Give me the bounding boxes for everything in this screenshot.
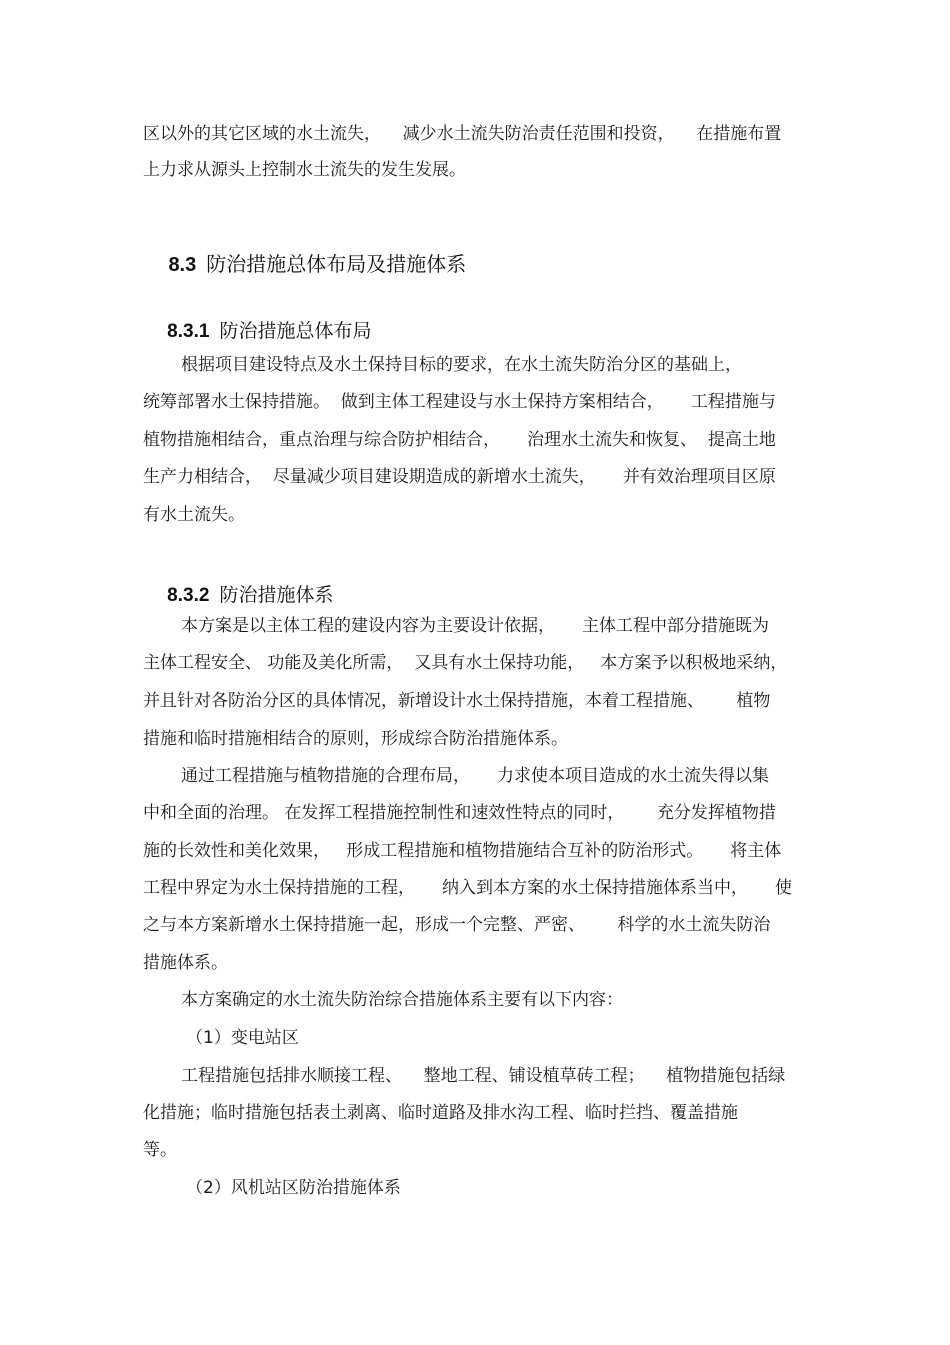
body-text-line: 之与本方案新增水土保持措施一起，形成一个完整、严密、 科学的水土流失防治 xyxy=(143,915,771,935)
body-text-line: 中和全面的治理。 在发挥工程措施控制性和速效性特点的同时， 充分发挥植物措 xyxy=(143,803,776,823)
body-text-line: 措施体系。 xyxy=(143,953,228,973)
list-item-title: （2）风机站区防治措施体系 xyxy=(186,1178,401,1198)
body-text-line: 工程中界定为水土保持措施的工程， 纳入到本方案的水土保持措施体系当中， 使 xyxy=(143,878,793,898)
body-text-line: 施的长效性和美化效果， 形成工程措施和植物措施结合互补的防治形式。 将主体 xyxy=(143,841,782,861)
section-heading-8-3 xyxy=(143,228,466,301)
body-text-line: 植物措施相结合，重点治理与综合防护相结合， 治理水土流失和恢复、 提高土地 xyxy=(143,430,776,450)
subsection-title: 防治措施体系 xyxy=(219,584,334,606)
body-text-line: 生产力相结合， 尽量减少项目建设期造成的新增水土流失， 并有效治理项目区原 xyxy=(143,467,776,487)
body-text-line: 根据项目建设特点及水土保持目标的要求，在水土流失防治分区的基础上， xyxy=(181,355,742,375)
section-title: 防治措施总体布局及措施体系 xyxy=(206,252,467,276)
body-text-line: 本方案是以主体工程的建设内容为主要设计依据， 主体工程中部分措施既为 xyxy=(181,616,770,636)
body-text-line: 本方案确定的水土流失防治综合措施体系主要有以下内容： xyxy=(181,990,623,1010)
subsection-number: 8.3.1 xyxy=(167,321,210,342)
body-text-line: 统筹部署水土保持措施。 做到主体工程建设与水土保持方案相结合， 工程措施与 xyxy=(143,392,776,412)
list-item-title: （1）变电站区 xyxy=(186,1028,299,1048)
body-text-line: 有水土流失。 xyxy=(143,505,245,525)
body-text-line: 等。 xyxy=(143,1140,177,1160)
body-text-line: 上力求从源头上控制水土流失的发生发展。 xyxy=(143,160,466,180)
body-text-line: 区以外的其它区域的水土流失， 减少水土流失防治责任范围和投资， 在措施布置 xyxy=(143,124,782,144)
body-text-line: 化措施；临时措施包括表土剥离、临时道路及排水沟工程、临时拦挡、覆盖措施 xyxy=(143,1103,738,1123)
body-text-line: 工程措施包括排水顺接工程、 整地工程、铺设植草砖工程； 植物措施包括绿 xyxy=(181,1066,786,1086)
body-text-line: 措施和临时措施相结合的原则，形成综合防治措施体系。 xyxy=(143,729,568,749)
subsection-number: 8.3.2 xyxy=(167,585,210,606)
section-number: 8.3 xyxy=(168,254,197,276)
body-text-line: 主体工程安全、 功能及美化所需， 又具有水土保持功能， 本方案予以积极地采纳， xyxy=(143,653,788,673)
body-text-line: 通过工程措施与植物措施的合理布局， 力求使本项目造成的水土流失得以集 xyxy=(181,766,770,786)
subsection-title: 防治措施总体布局 xyxy=(219,320,372,342)
body-text-line: 并且针对各防治分区的具体情况，新增设计水土保持措施，本着工程措施、 植物 xyxy=(143,691,771,711)
